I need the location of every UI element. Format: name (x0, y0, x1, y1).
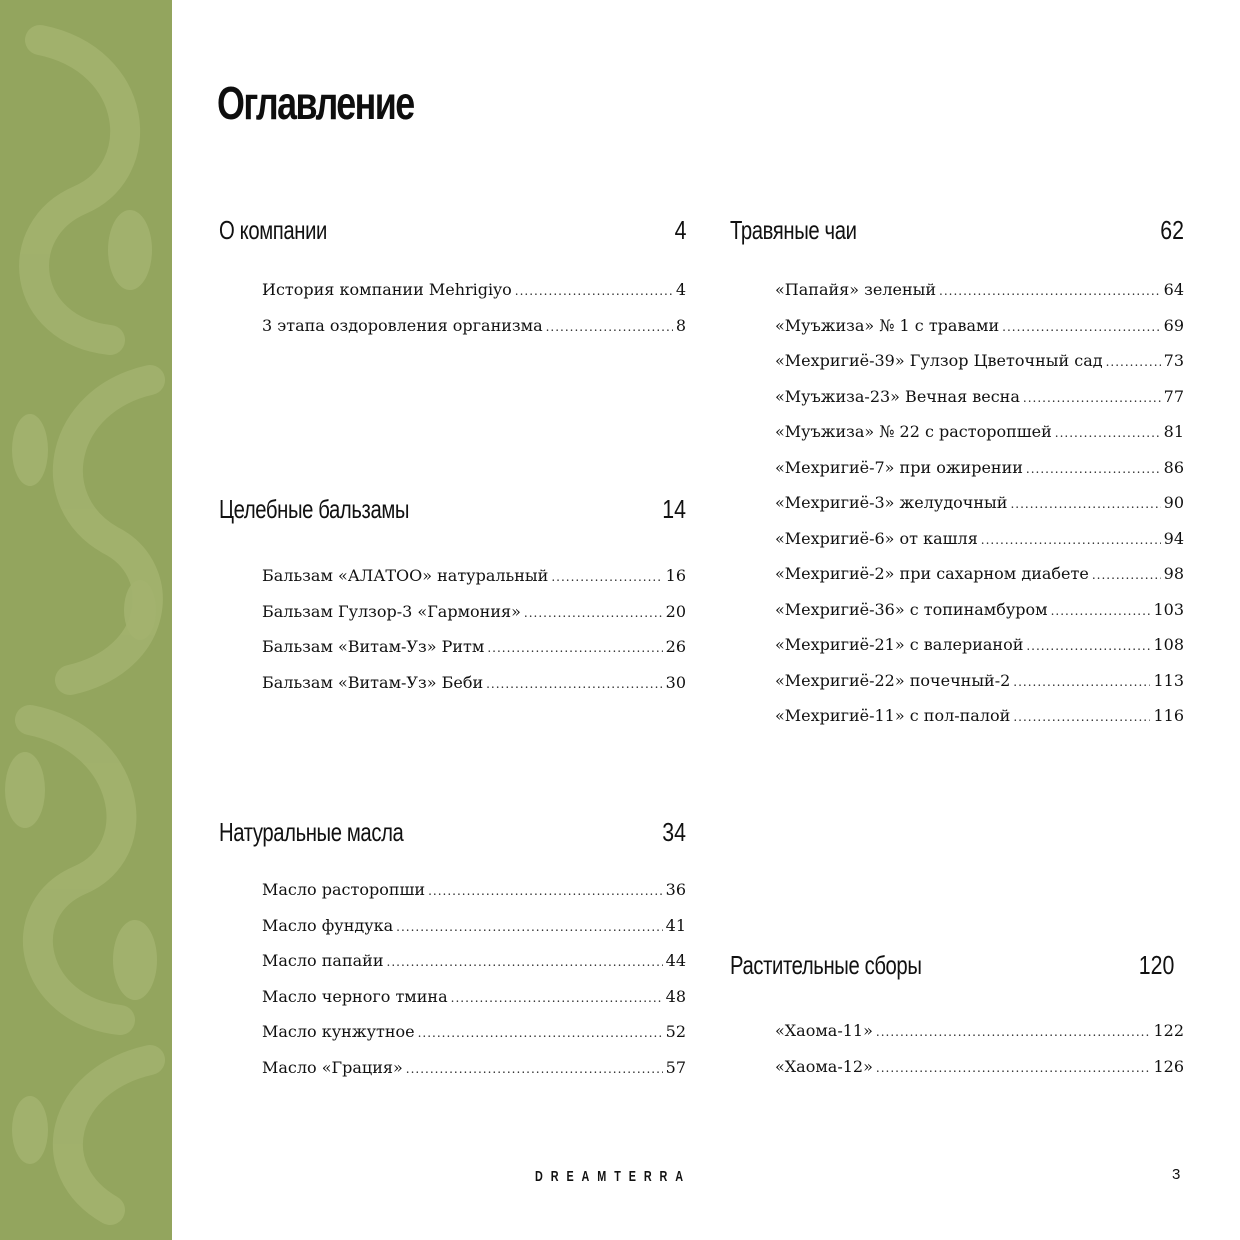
toc-entry-label: 3 этапа оздоровления организма (262, 315, 543, 335)
toc-entry-page: 30 (665, 672, 686, 692)
toc-entry-page: 126 (1153, 1056, 1184, 1076)
toc-entry-label: Масло кунжутное (262, 1022, 415, 1041)
toc-entry-page: 98 (1163, 564, 1184, 583)
toc-entry[interactable] (775, 671, 1184, 707)
toc-entry-page: 36 (665, 880, 686, 899)
toc-entry[interactable] (775, 387, 1184, 423)
section-title: О компании (219, 215, 327, 245)
toc-list-herbal-collections (775, 1021, 1184, 1092)
toc-entry[interactable] (262, 637, 686, 673)
toc-entry-label: «Мехригиё-7» при ожирении (775, 457, 1023, 477)
toc-entry[interactable] (775, 1057, 1184, 1093)
toc-entry-label: Масло расторопши (262, 880, 426, 899)
toc-entry[interactable] (775, 600, 1184, 636)
brand-logo: DREAMTERRA (535, 1168, 692, 1185)
toc-entry[interactable] (775, 635, 1184, 671)
toc-entry-page: 113 (1153, 670, 1184, 690)
dot-leader (418, 1026, 663, 1040)
dot-leader (1023, 391, 1161, 405)
section-page: 4 (674, 215, 686, 245)
section-heading-oils (219, 815, 686, 849)
toc-entry-page: 64 (1163, 280, 1184, 299)
section-title: Травяные чаи (730, 215, 857, 245)
toc-entry[interactable] (262, 916, 686, 952)
toc-entry-label: «Мехригиё-21» с валерианой (775, 635, 1024, 654)
dot-leader (1092, 568, 1161, 582)
toc-entry[interactable] (262, 987, 686, 1023)
toc-entry-page: 73 (1163, 351, 1184, 370)
toc-entry[interactable] (775, 493, 1184, 529)
toc-entry[interactable] (775, 458, 1184, 494)
toc-entry-page: 103 (1153, 599, 1184, 619)
page-number: 3 (1172, 1166, 1181, 1183)
dot-leader (1002, 320, 1161, 334)
dot-leader (1106, 355, 1161, 369)
toc-entry-label: «Муъжиза-23» Вечная весна (775, 386, 1020, 406)
toc-entry[interactable] (262, 1022, 686, 1058)
section-title: Натуральные масла (219, 817, 404, 847)
toc-entry-page: 4 (675, 280, 686, 299)
toc-entry-label: «Муъжиза» № 22 с расторопшей (775, 422, 1052, 441)
toc-entry-page: 52 (665, 1022, 686, 1041)
dot-leader (396, 920, 662, 934)
section-heading-balms (219, 492, 686, 526)
toc-entry-page: 8 (675, 315, 686, 335)
toc-entry[interactable] (262, 316, 686, 352)
toc-entry-page: 41 (665, 915, 686, 935)
toc-entry[interactable] (775, 1021, 1184, 1057)
toc-entry-page: 57 (665, 1057, 686, 1077)
section-heading-teas (730, 213, 1184, 247)
toc-entry[interactable] (262, 951, 686, 987)
toc-entry-page: 48 (665, 986, 686, 1006)
toc-entry-label: «Мехригиё-22» почечный-2 (775, 670, 1011, 690)
dot-leader (876, 1061, 1151, 1075)
dot-leader (487, 641, 662, 655)
dot-leader (876, 1025, 1151, 1039)
toc-entry-label: «Хаома-11» (775, 1021, 873, 1040)
toc-entry-label: Масло фундука (262, 915, 394, 935)
toc-entry-label: «Папайя» зеленый (775, 280, 937, 299)
dot-leader (1026, 462, 1161, 476)
toc-entry-label: «Мехригиё-11» с пол-палой (775, 706, 1011, 725)
section-page: 14 (662, 494, 686, 524)
toc-entry-page: 108 (1153, 635, 1184, 654)
dot-leader (551, 570, 662, 584)
dot-leader (1055, 426, 1161, 440)
toc-entry-page: 94 (1163, 528, 1184, 548)
dot-leader (515, 284, 673, 298)
toc-entry[interactable] (775, 280, 1184, 316)
toc-entry-page: 26 (665, 637, 686, 656)
toc-entry[interactable] (775, 351, 1184, 387)
section-title: Растительные сборы (730, 950, 922, 980)
toc-entry-page: 90 (1163, 493, 1184, 512)
ikat-pattern (0, 0, 172, 1240)
toc-entry[interactable] (262, 673, 686, 709)
toc-entry[interactable] (262, 1058, 686, 1094)
section-page: 34 (662, 817, 686, 847)
toc-list-teas (775, 280, 1184, 742)
toc-entry-page: 116 (1153, 706, 1184, 725)
toc-entry-label: «Мехригиё-39» Гулзор Цветочный сад (775, 351, 1103, 370)
toc-entry-page: 77 (1163, 386, 1184, 406)
dot-leader (524, 606, 663, 620)
toc-entry-label: «Мехригиё-3» желудочный (775, 493, 1008, 512)
toc-entry-label: Бальзам Гулзор-3 «Гармония» (262, 601, 521, 621)
toc-entry[interactable] (775, 529, 1184, 565)
toc-entry-label: Бальзам «АЛАТОО» натуральный (262, 566, 549, 585)
dot-leader (981, 533, 1161, 547)
toc-list-balms (262, 566, 686, 708)
section-title: Целебные бальзамы (219, 494, 410, 524)
toc-entry-label: «Муъжиза» № 1 с травами (775, 315, 1000, 335)
toc-list-oils (262, 880, 686, 1093)
toc-entry-page: 81 (1163, 422, 1184, 441)
toc-entry[interactable] (262, 566, 686, 602)
toc-list-company (262, 280, 686, 351)
toc-entry[interactable] (775, 706, 1184, 742)
toc-entry-label: Бальзам «Витам-Уз» Беби (262, 672, 484, 692)
dot-leader (1026, 639, 1150, 653)
dot-leader (486, 677, 663, 691)
section-heading-herbal-collections (730, 948, 1174, 982)
dot-leader (1013, 710, 1150, 724)
dot-leader (1010, 497, 1160, 511)
toc-entry-label: Масло «Грация» (262, 1057, 403, 1077)
toc-entry-page: 122 (1153, 1021, 1184, 1040)
toc-entry-label: «Мехригиё-2» при сахарном диабете (775, 564, 1089, 583)
dot-leader (939, 284, 1161, 298)
section-heading-company (219, 213, 686, 247)
toc-entry-label: Масло черного тмина (262, 986, 448, 1006)
toc-entry[interactable] (775, 422, 1184, 458)
toc-entry-page: 86 (1163, 457, 1184, 477)
toc-entry[interactable] (262, 602, 686, 638)
toc-entry[interactable] (262, 880, 686, 916)
dot-leader (387, 955, 663, 969)
toc-entry-label: «Мехригиё-36» с топинамбуром (775, 599, 1048, 619)
toc-entry-label: Масло папайи (262, 951, 384, 970)
toc-entry-page: 16 (665, 566, 686, 585)
dot-leader (1051, 604, 1151, 618)
page-title: Оглавление (217, 77, 414, 129)
dot-leader (546, 320, 673, 334)
toc-entry-label: История компании Mehrigiyo (262, 280, 512, 299)
toc-entry-label: Бальзам «Витам-Уз» Ритм (262, 637, 485, 656)
toc-entry-label: «Хаома-12» (775, 1056, 873, 1076)
dot-leader (428, 884, 663, 898)
toc-entry-label: «Мехригиё-6» от кашля (775, 528, 978, 548)
toc-entry-page: 44 (665, 951, 686, 970)
section-page: 62 (1160, 215, 1184, 245)
decorative-sidebar (0, 0, 172, 1240)
toc-entry[interactable] (262, 280, 686, 316)
dot-leader (1013, 675, 1150, 689)
dot-leader (406, 1062, 663, 1076)
toc-entry-page: 20 (665, 601, 686, 621)
toc-entry[interactable] (775, 316, 1184, 352)
toc-entry[interactable] (775, 564, 1184, 600)
toc-entry-page: 69 (1163, 315, 1184, 335)
dot-leader (451, 991, 663, 1005)
section-page: 120 (1138, 950, 1174, 980)
